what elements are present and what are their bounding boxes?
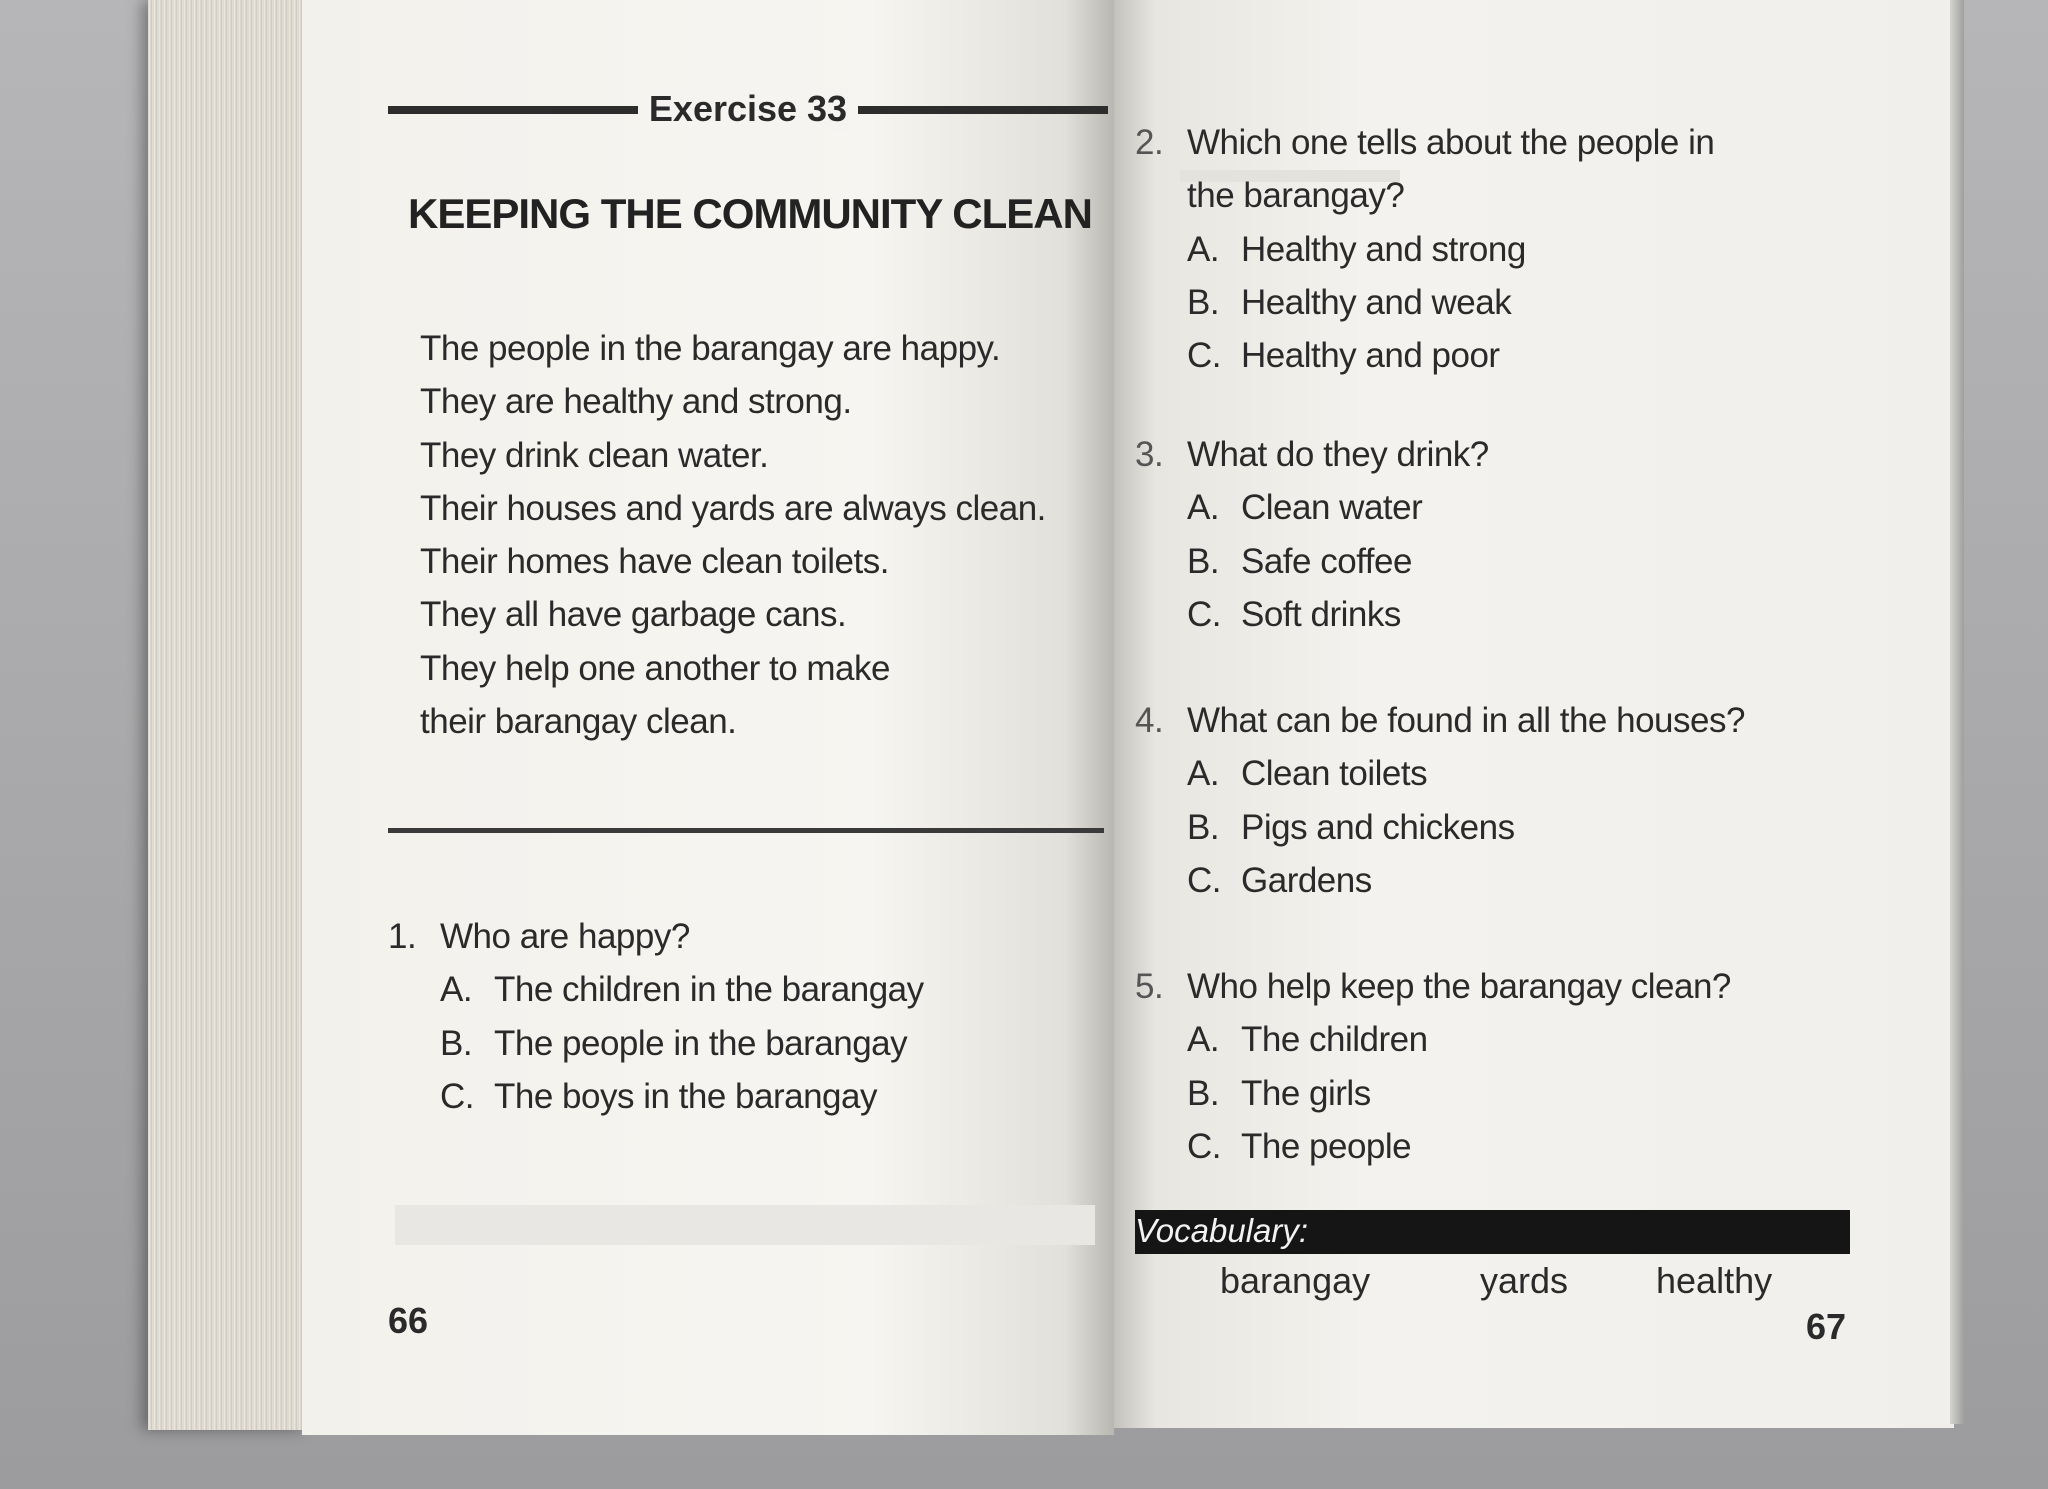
passage-line: Their houses and yards are always clean. (420, 488, 1046, 528)
option-text: Healthy and weak (1241, 282, 1512, 322)
question-3 (1135, 428, 1935, 641)
option-text: Clean water (1241, 488, 1423, 528)
option-letter: A. (440, 970, 473, 1010)
vocabulary-word: yards (1480, 1260, 1569, 1301)
option-text: The children in the barangay (494, 970, 924, 1010)
option-letter: B. (440, 1023, 473, 1063)
option-text: Soft drinks (1241, 594, 1401, 634)
right-page-edge (1950, 0, 1964, 1424)
passage-line: The people in the barangay are happy. (420, 329, 1001, 368)
answer-option (1135, 329, 1935, 382)
option-letter: B. (1187, 282, 1220, 322)
exercise-label: Exercise 33 (648, 88, 848, 129)
option-letter: B. (1187, 541, 1220, 581)
question-4 (1135, 694, 1935, 907)
answer-option (388, 1070, 1088, 1123)
option-text: The people (1241, 1126, 1412, 1166)
answer-option (388, 963, 1088, 1016)
question-text: Who help keep the barangay clean? (1187, 967, 1731, 1006)
option-text: Gardens (1241, 860, 1372, 900)
option-text: The girls (1241, 1073, 1371, 1113)
page-number-left: 66 (388, 1300, 429, 1341)
option-letter: B. (1187, 1073, 1220, 1113)
question-number: 4. (1135, 701, 1164, 740)
question-text: the barangay? (1187, 176, 1405, 216)
question-text: What do they drink? (1187, 435, 1489, 474)
option-letter: A. (1187, 229, 1220, 269)
passage-line: They all have garbage cans. (420, 595, 847, 635)
option-text: Pigs and chickens (1241, 807, 1515, 847)
option-letter: B. (1187, 807, 1220, 847)
passage-line: their barangay clean. (420, 702, 737, 742)
option-letter: A. (1187, 754, 1220, 794)
option-letter: C. (1187, 860, 1221, 900)
option-letter: C. (1187, 594, 1221, 634)
option-text: The people in the barangay (494, 1023, 908, 1063)
page-number-right: 67 (1806, 1306, 1847, 1347)
option-text: Healthy and strong (1241, 229, 1526, 269)
question-2 (1135, 116, 1935, 382)
question-number: 1. (388, 917, 417, 956)
question-1 (388, 910, 1088, 1123)
option-text: Safe coffee (1241, 541, 1412, 581)
answer-option (1135, 481, 1935, 534)
option-text: The boys in the barangay (494, 1076, 877, 1116)
answer-option (1135, 223, 1935, 276)
answer-option (1135, 747, 1935, 800)
passage-line: They are healthy and strong. (420, 382, 852, 422)
question-text: What can be found in all the houses? (1187, 701, 1745, 740)
vocabulary-word: healthy (1656, 1260, 1773, 1301)
option-letter: C. (440, 1076, 474, 1116)
reading-passage (420, 322, 1110, 748)
option-letter: C. (1187, 336, 1221, 376)
question-text: Which one tells about the people in (1187, 123, 1715, 162)
book-page-stack (148, 0, 308, 1430)
question-5 (1135, 960, 1935, 1173)
answer-option (1135, 1067, 1935, 1120)
vocabulary-bar (1135, 1210, 1850, 1254)
option-text: The children (1241, 1020, 1428, 1060)
vocabulary-word: barangay (1220, 1260, 1371, 1301)
header-rule-right (858, 106, 1108, 114)
page-title: KEEPING THE COMMUNITY CLEAN (408, 190, 1092, 237)
option-letter: A. (1187, 488, 1220, 528)
answer-option (1135, 276, 1935, 329)
header-rule-left (388, 106, 638, 114)
answer-option (1135, 801, 1935, 854)
passage-line: Their homes have clean toilets. (420, 542, 889, 582)
answer-option (1135, 588, 1935, 641)
option-text: Clean toilets (1241, 754, 1428, 794)
answer-option (388, 1017, 1088, 1070)
answer-option (1135, 535, 1935, 588)
passage-line: They drink clean water. (420, 435, 769, 475)
question-number: 3. (1135, 435, 1164, 474)
bleed-shade-band (395, 1205, 1095, 1245)
question-number: 5. (1135, 967, 1164, 1006)
option-letter: A. (1187, 1020, 1220, 1060)
option-letter: C. (1187, 1126, 1221, 1166)
passage-line: They help one another to make (420, 648, 890, 688)
option-text: Healthy and poor (1241, 336, 1500, 376)
answer-option (1135, 1013, 1935, 1066)
answer-option (1135, 1120, 1935, 1173)
exercise-header (388, 88, 1108, 132)
question-number: 2. (1135, 123, 1164, 162)
answer-option (1135, 854, 1935, 907)
section-divider (388, 828, 1104, 833)
question-text: Who are happy? (440, 917, 690, 956)
vocabulary-label: Vocabulary: (1135, 1212, 1309, 1249)
